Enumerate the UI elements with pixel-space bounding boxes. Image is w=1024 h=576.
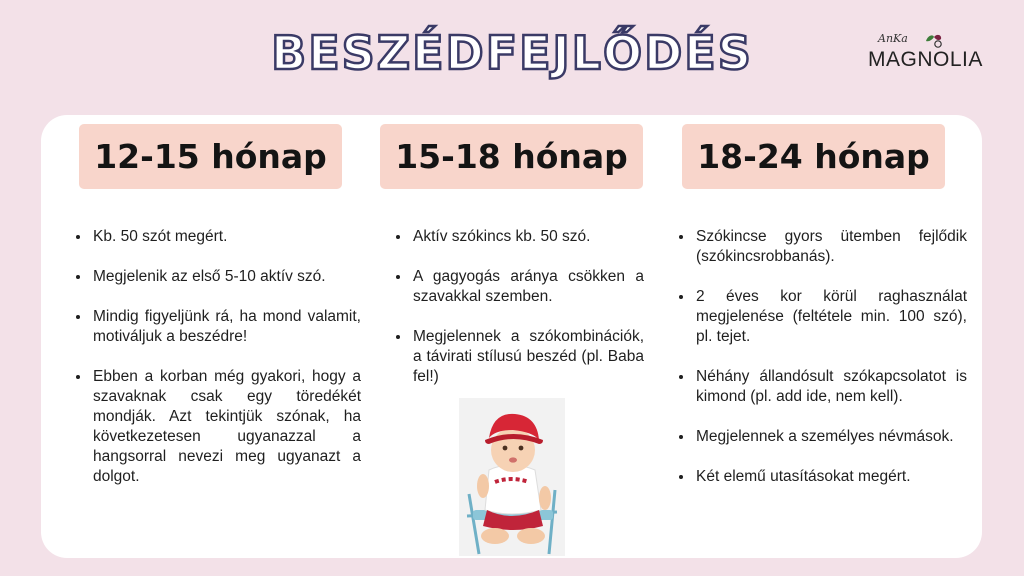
- logo-script-text: AnKa: [878, 32, 908, 45]
- column-heading-18-24: 18-24 hónap: [682, 124, 945, 189]
- list-item: • Két elemű utasításokat megért.: [694, 467, 967, 487]
- list-item: • Néhány állandósult szókapcsolatot is kimond (pl. add ide, nem kell).: [694, 367, 967, 407]
- leaf-icon: [924, 33, 944, 49]
- list-item: • 2 éves kor körül raghasználat megjelenése (feltétele min. 100 szó), pl. tejet.: [694, 287, 967, 347]
- column-list-12-15: [72, 227, 361, 507]
- page-title: BESZÉDFEJLŐDÉS: [271, 26, 753, 80]
- list-item: • Megjelenik az első 5-10 aktív szó.: [91, 267, 361, 287]
- list-item: • Aktív szókincs kb. 50 szó.: [411, 227, 644, 247]
- baby-illustration: [459, 398, 565, 556]
- column-heading-15-18: 15-18 hónap: [380, 124, 643, 189]
- baby-photo: [459, 398, 565, 556]
- list-item: • Szókincse gyors ütemben fejlődik (szókincsrobbanás).: [694, 227, 967, 267]
- list-item: • Megjelennek a személyes névmások.: [694, 427, 967, 447]
- logo-name: MAGNOLIA: [868, 48, 983, 71]
- list-item: • Ebben a korban még gyakori, hogy a szavaknak csak egy töredékét mondják. Azt tekintjük szónak, ha következetesen ugyanazzal a hangsorral nevezi meg ugyanazt a dolgot.: [91, 367, 361, 487]
- column-list-15-18: [392, 227, 644, 407]
- list-item: • Megjelennek a szókombinációk, a távirati stílusú beszéd (pl. Baba fel!): [411, 327, 644, 387]
- list-item: • Mindig figyeljünk rá, ha mond valamit, motiváljuk a beszédre!: [91, 307, 361, 347]
- column-heading-12-15: 12-15 hónap: [79, 124, 342, 189]
- list-item: • Kb. 50 szót megért.: [91, 227, 361, 247]
- brand-logo: [864, 32, 1004, 76]
- list-item: • A gagyogás aránya csökken a szavakkal szemben.: [411, 267, 644, 307]
- column-list-18-24: [675, 227, 967, 507]
